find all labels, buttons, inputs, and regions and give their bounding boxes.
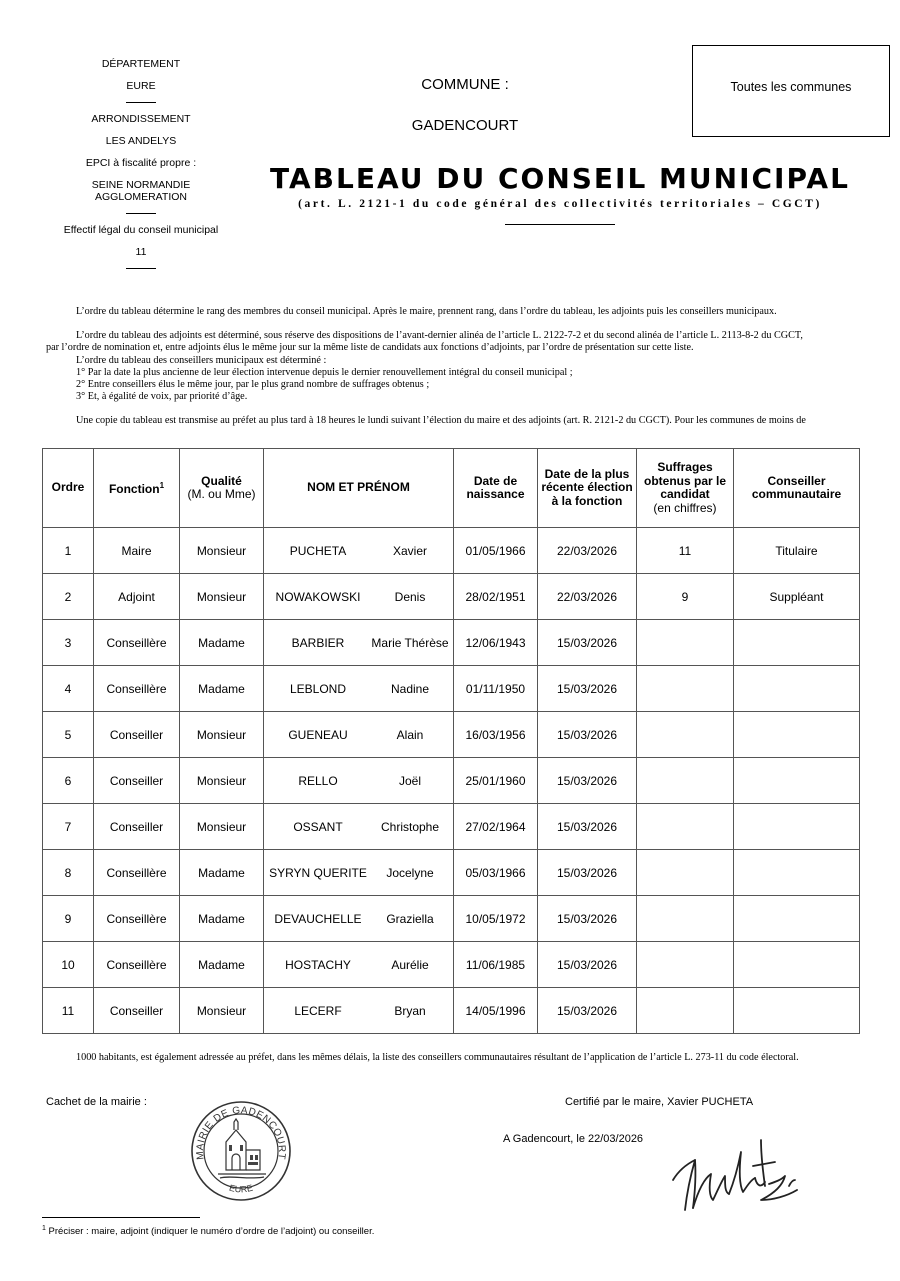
svg-text:EURE xyxy=(228,1183,254,1195)
table-row xyxy=(43,896,860,942)
cell-nom: RELLO xyxy=(298,773,338,788)
cell-ordre: 1 xyxy=(43,528,94,574)
table-row xyxy=(43,804,860,850)
cell-qualite: Monsieur xyxy=(180,574,264,620)
header-suffrages: Suffrages obtenus par le candidat (en chiffres) xyxy=(637,449,734,528)
table-row xyxy=(43,574,860,620)
stamp-seal-icon xyxy=(190,1100,292,1202)
cell-qualite: Madame xyxy=(180,896,264,942)
cell-date-election: 15/03/2026 xyxy=(538,850,637,896)
cell-fonction: Conseillère xyxy=(94,620,180,666)
header-qualite: Qualité (M. ou Mme) xyxy=(180,449,264,528)
paragraph-5: 1000 habitants, est également adressée au préfet, dans les mêmes délais, la liste des conseillers communautaires résultant de l’application de l’article L. 273-11 du code électoral. xyxy=(76,1052,799,1063)
footnote-rule xyxy=(42,1217,200,1218)
cell-suffrages xyxy=(637,666,734,712)
cell-qualite: Madame xyxy=(180,666,264,712)
cell-ordre: 7 xyxy=(43,804,94,850)
cell-nom-prenom xyxy=(264,574,454,620)
cell-suffrages xyxy=(637,850,734,896)
cell-suffrages xyxy=(637,988,734,1034)
cell-date-naissance: 10/05/1972 xyxy=(454,896,538,942)
arrondissement-label: ARRONDISSEMENT xyxy=(91,113,191,125)
cell-prenom: Marie Thérèse xyxy=(371,635,449,650)
cell-date-naissance: 14/05/1996 xyxy=(454,988,538,1034)
certified-by: Certifié par le maire, Xavier PUCHETA xyxy=(565,1096,754,1108)
signature-icon xyxy=(665,1130,805,1225)
mairie-stamp xyxy=(190,1100,292,1202)
cell-communautaire xyxy=(734,666,860,712)
separator xyxy=(126,102,156,103)
cell-nom-prenom xyxy=(264,804,454,850)
page-subtitle: (art. L. 2121-1 du code général des collectivités territoriales – CGCT) xyxy=(298,198,822,210)
header-date-naissance: Date de naissance xyxy=(454,449,538,528)
cell-fonction: Conseiller xyxy=(94,804,180,850)
cell-date-election: 15/03/2026 xyxy=(538,666,637,712)
footnote xyxy=(42,1225,374,1237)
table-row xyxy=(43,620,860,666)
cell-nom-prenom xyxy=(264,896,454,942)
cell-qualite: Madame xyxy=(180,850,264,896)
cell-nom: DEVAUCHELLE xyxy=(274,911,362,926)
effectif-value: 11 xyxy=(135,246,147,258)
cell-date-naissance: 05/03/1966 xyxy=(454,850,538,896)
cell-suffrages xyxy=(637,620,734,666)
cell-ordre: 9 xyxy=(43,896,94,942)
header-fonction: Fonction$^1$ xyxy=(94,449,180,528)
header-ordre: Ordre xyxy=(43,449,94,528)
paragraph-3a: 1° Par la date la plus ancienne de leur élection intervenue depuis le dernier renouvellement intégral du conseil municipal ; xyxy=(76,366,573,378)
departement-label: DÉPARTEMENT xyxy=(101,58,181,70)
cell-nom: LEBLOND xyxy=(289,681,347,696)
cell-qualite: Monsieur xyxy=(180,528,264,574)
cell-date-election: 15/03/2026 xyxy=(538,896,637,942)
cell-communautaire xyxy=(734,850,860,896)
cell-communautaire xyxy=(734,896,860,942)
paragraph-3c: 3° Et, à égalité de voix, par priorité d’âge. xyxy=(76,391,248,403)
mayor-signature xyxy=(665,1130,805,1225)
cell-qualite: Monsieur xyxy=(180,712,264,758)
cell-suffrages xyxy=(637,712,734,758)
cell-date-election: 15/03/2026 xyxy=(538,804,637,850)
cell-prenom: Aurélie xyxy=(391,957,429,972)
header-nom: NOM ET PRÉNOM xyxy=(264,449,454,528)
cell-date-naissance: 01/11/1950 xyxy=(454,666,538,712)
cell-date-election: 15/03/2026 xyxy=(538,942,637,988)
cell-nom: PUCHETA xyxy=(289,543,347,558)
cell-date-election: 15/03/2026 xyxy=(538,988,637,1034)
cell-fonction: Adjoint xyxy=(94,574,180,620)
effectif-label: Effectif légal du conseil municipal xyxy=(63,224,219,236)
cell-date-naissance: 11/06/1985 xyxy=(454,942,538,988)
cell-date-election: 22/03/2026 xyxy=(538,528,637,574)
cell-date-election: 15/03/2026 xyxy=(538,712,637,758)
table-row xyxy=(43,528,860,574)
cell-fonction: Conseiller xyxy=(94,712,180,758)
cell-nom-prenom xyxy=(264,758,454,804)
cell-ordre: 8 xyxy=(43,850,94,896)
header-date-election: Date de la plus récente élection à la fonction xyxy=(538,449,637,528)
cell-suffrages xyxy=(637,896,734,942)
footnote-number: 1 xyxy=(42,1225,46,1232)
cell-date-naissance: 12/06/1943 xyxy=(454,620,538,666)
cell-qualite: Monsieur xyxy=(180,988,264,1034)
cell-date-naissance: 27/02/1964 xyxy=(454,804,538,850)
cell-prenom: Denis xyxy=(394,589,426,604)
cell-ordre: 2 xyxy=(43,574,94,620)
paragraph-3b: 2° Entre conseillers élus le même jour, par le plus grand nombre de suffrages obtenus ; xyxy=(76,379,430,391)
cell-nom-prenom xyxy=(264,620,454,666)
table-row xyxy=(43,850,860,896)
cell-communautaire xyxy=(734,804,860,850)
cell-qualite: Madame xyxy=(180,942,264,988)
cell-date-naissance: 16/03/1956 xyxy=(454,712,538,758)
table-header-row xyxy=(43,449,860,528)
cell-date-naissance: 01/05/1966 xyxy=(454,528,538,574)
commune-label: COMMUNE : xyxy=(421,76,509,93)
cell-communautaire xyxy=(734,712,860,758)
page-title: TABLEAU DU CONSEIL MUNICIPAL xyxy=(270,162,850,195)
paragraph-2b: par l’ordre de nomination et, entre adjoints élus le même jour sur la même liste de candidats aux fonctions d’adjoints, par l’ordre de présentation sur cette liste. xyxy=(46,342,694,354)
cell-prenom: Bryan xyxy=(394,1003,426,1018)
epci-value-2: AGGLOMERATION xyxy=(95,191,187,203)
cell-communautaire xyxy=(734,942,860,988)
paragraph-3: L’ordre du tableau des conseillers municipaux est déterminé : xyxy=(76,354,327,366)
epci-label: EPCI à fiscalité propre : xyxy=(85,157,197,169)
cell-suffrages xyxy=(637,942,734,988)
header-left-block xyxy=(40,58,242,279)
cell-qualite: Monsieur xyxy=(180,804,264,850)
paragraph-1: L’ordre du tableau détermine le rang des membres du conseil municipal. Après le maire, prennent rang, dans l’ordre du tableau, les adjoints puis les conseillers municipaux. xyxy=(76,306,777,317)
cell-date-election: 22/03/2026 xyxy=(538,574,637,620)
epci-value-1: SEINE NORMANDIE xyxy=(91,179,191,191)
cell-communautaire: Titulaire xyxy=(734,528,860,574)
cell-communautaire xyxy=(734,758,860,804)
cell-date-election: 15/03/2026 xyxy=(538,758,637,804)
separator xyxy=(126,268,156,269)
cell-fonction: Conseiller xyxy=(94,988,180,1034)
departement-value: EURE xyxy=(126,80,156,92)
cell-date-naissance: 28/02/1951 xyxy=(454,574,538,620)
cell-nom: NOWAKOWSKI xyxy=(275,589,361,604)
cell-ordre: 11 xyxy=(43,988,94,1034)
place-date: A Gadencourt, le 22/03/2026 xyxy=(503,1133,644,1145)
cell-nom-prenom xyxy=(264,942,454,988)
cell-communautaire xyxy=(734,620,860,666)
cell-nom: LECERF xyxy=(294,1003,342,1018)
cell-nom: BARBIER xyxy=(291,635,345,650)
table-row xyxy=(43,942,860,988)
cell-ordre: 3 xyxy=(43,620,94,666)
table-row xyxy=(43,758,860,804)
cell-suffrages: 11 xyxy=(637,528,734,574)
cell-prenom: Alain xyxy=(396,727,424,742)
cell-qualite: Madame xyxy=(180,620,264,666)
cell-nom: SYRYN QUERITE xyxy=(269,865,367,880)
stamp-text-top: MAIRIE DE GADENCOURT xyxy=(194,1105,288,1161)
cell-ordre: 6 xyxy=(43,758,94,804)
cell-ordre: 4 xyxy=(43,666,94,712)
separator xyxy=(126,213,156,214)
table-row xyxy=(43,712,860,758)
cell-prenom: Joël xyxy=(398,773,421,788)
cell-nom-prenom xyxy=(264,666,454,712)
cell-qualite: Monsieur xyxy=(180,758,264,804)
cell-prenom: Nadine xyxy=(390,681,430,696)
cell-nom-prenom xyxy=(264,528,454,574)
cell-prenom: Jocelyne xyxy=(386,865,434,880)
arrondissement-value: LES ANDELYS xyxy=(105,135,177,147)
cell-date-election: 15/03/2026 xyxy=(538,620,637,666)
all-communes-box xyxy=(692,45,890,137)
cell-prenom: Graziella xyxy=(386,911,434,926)
cell-communautaire: Suppléant xyxy=(734,574,860,620)
cell-nom: HOSTACHY xyxy=(285,957,351,972)
cell-suffrages xyxy=(637,758,734,804)
cell-fonction: Conseillère xyxy=(94,850,180,896)
cell-nom: OSSANT xyxy=(293,819,343,834)
table-row xyxy=(43,666,860,712)
cell-fonction: Conseillère xyxy=(94,666,180,712)
cell-ordre: 5 xyxy=(43,712,94,758)
cell-nom-prenom xyxy=(264,988,454,1034)
cell-fonction: Conseillère xyxy=(94,896,180,942)
cell-fonction: Conseiller xyxy=(94,758,180,804)
cell-nom-prenom xyxy=(264,712,454,758)
cell-nom-prenom xyxy=(264,850,454,896)
stamp-text-bottom: EURE xyxy=(228,1182,254,1195)
cell-nom: GUENEAU xyxy=(288,727,348,742)
cell-prenom: Xavier xyxy=(392,543,427,558)
cell-date-naissance: 25/01/1960 xyxy=(454,758,538,804)
footnote-ref: 1 xyxy=(159,481,165,491)
cell-fonction: Maire xyxy=(94,528,180,574)
council-table xyxy=(42,448,860,1034)
cell-ordre: 10 xyxy=(43,942,94,988)
footnote-text: Préciser : maire, adjoint (indiquer le numéro d’ordre de l’adjoint) ou conseiller. xyxy=(48,1226,375,1238)
cell-communautaire xyxy=(734,988,860,1034)
cell-fonction: Conseillère xyxy=(94,942,180,988)
all-communes-text: Toutes les communes xyxy=(730,80,852,94)
cachet-label: Cachet de la mairie : xyxy=(46,1096,147,1108)
paragraph-4: Une copie du tableau est transmise au préfet au plus tard à 18 heures le lundi suivant l’élection du maire et des adjoints (art. R. 2121-2 du CGCT). Pour les communes de moins de xyxy=(76,415,806,427)
title-rule xyxy=(505,224,615,225)
cell-suffrages xyxy=(637,804,734,850)
intro-paragraphs xyxy=(46,306,858,428)
table-row xyxy=(43,988,860,1034)
cell-prenom: Christophe xyxy=(380,819,440,834)
paragraph-2: L’ordre du tableau des adjoints est déterminé, sous réserve des dispositions de l’avant-dernier alinéa de l’article L. 2122-7-2 et du second alinéa de l’article L. 2113-8-2 du CGCT, xyxy=(76,330,803,342)
cell-suffrages: 9 xyxy=(637,574,734,620)
header-communautaire: Conseiller communautaire xyxy=(734,449,860,528)
commune-name: GADENCOURT xyxy=(411,117,519,134)
